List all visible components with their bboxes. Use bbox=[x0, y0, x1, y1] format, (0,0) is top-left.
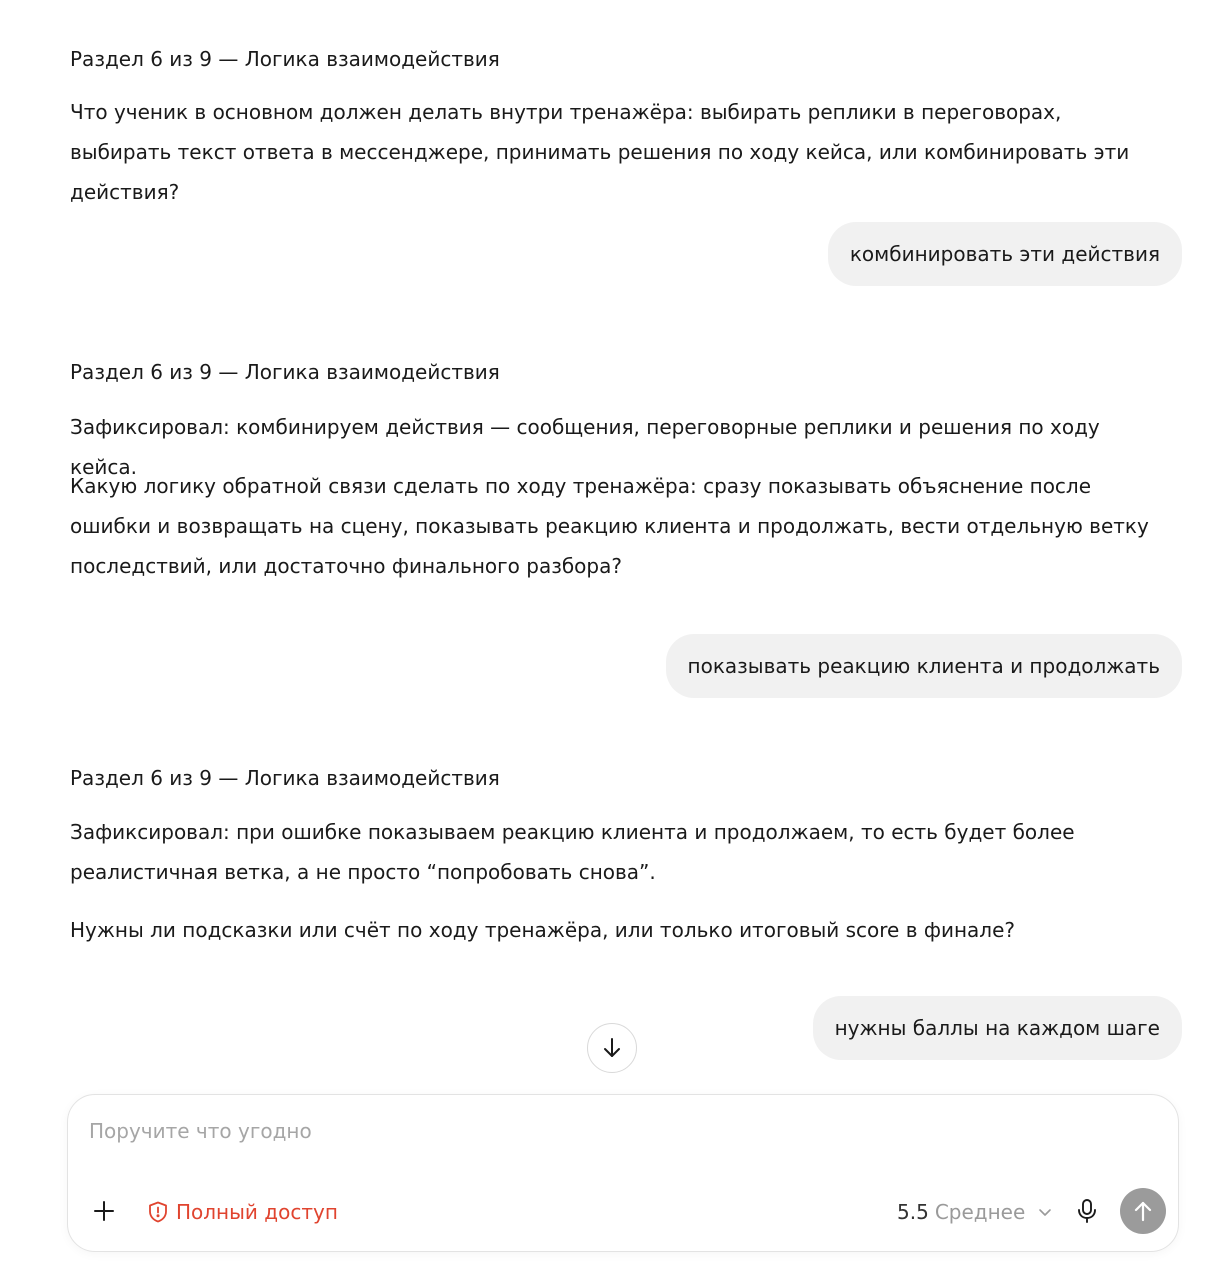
section-heading: Раздел 6 из 9 — Логика взаимодействия bbox=[70, 766, 500, 790]
access-mode-label: Полный доступ bbox=[176, 1200, 338, 1224]
arrow-down-icon bbox=[600, 1036, 624, 1060]
shield-alert-icon bbox=[148, 1201, 168, 1223]
assistant-message: Зафиксировал: при ошибке показываем реакцию клиента и продолжаем, то есть будет более реалистичная ветка, а не просто “попробовать снова”. bbox=[70, 820, 1075, 884]
user-message-bubble: нужны баллы на каждом шаге bbox=[813, 996, 1182, 1060]
section-heading: Раздел 6 из 9 — Логика взаимодействия bbox=[70, 360, 500, 384]
user-message-bubble: показывать реакцию клиента и продолжать bbox=[666, 634, 1182, 698]
section-heading: Раздел 6 из 9 — Логика взаимодействия bbox=[70, 47, 500, 71]
voice-input-button[interactable] bbox=[1072, 1196, 1102, 1226]
model-version: 5.5 bbox=[897, 1200, 929, 1224]
plus-icon bbox=[93, 1200, 115, 1222]
model-selector[interactable] bbox=[897, 1198, 1053, 1226]
assistant-message: Нужны ли подсказки или счёт по ходу тренажёра, или только итоговый score в финале? bbox=[70, 918, 1015, 942]
arrow-up-icon bbox=[1131, 1199, 1155, 1223]
user-message-bubble: комбинировать эти действия bbox=[828, 222, 1182, 286]
microphone-icon bbox=[1076, 1198, 1098, 1224]
prompt-input[interactable] bbox=[89, 1115, 1089, 1147]
add-attachment-button[interactable] bbox=[90, 1197, 118, 1225]
assistant-message: Зафиксировал: комбинируем действия — сообщения, переговорные реплики и решения по ходу кейса. bbox=[70, 415, 1100, 479]
reasoning-level: Среднее bbox=[934, 1200, 1026, 1224]
send-button[interactable] bbox=[1120, 1188, 1166, 1234]
chevron-down-icon bbox=[1037, 1204, 1053, 1220]
scroll-to-bottom-button[interactable] bbox=[587, 1023, 637, 1073]
access-mode-button[interactable] bbox=[148, 1198, 338, 1226]
assistant-message: Что ученик в основном должен делать внутри тренажёра: выбирать реплики в переговорах, выбирать текст ответа в мессенджере, принимать решения по ходу кейса, или комбинировать эти действия? bbox=[70, 100, 1130, 204]
composer bbox=[67, 1094, 1179, 1252]
assistant-message: Какую логику обратной связи сделать по ходу тренажёра: сразу показывать объяснение после ошибки и возвращать на сцену, показывать реакцию клиента и продолжать, вести отдельную ветку последствий, или достаточно финального разбора? bbox=[70, 474, 1149, 578]
